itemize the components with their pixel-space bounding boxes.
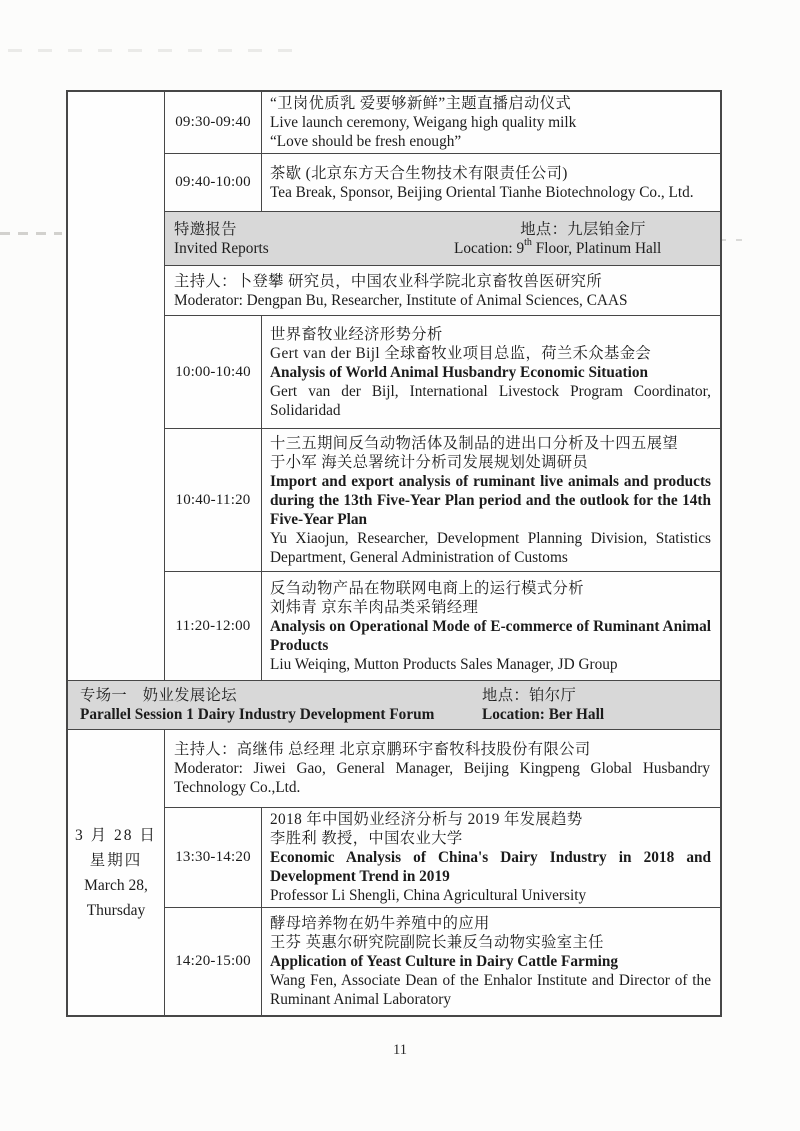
table-group [68, 92, 720, 680]
session-line: 于小军 海关总署统计分析司发展规划处调研员 [270, 453, 589, 471]
session-line: Professor Li Shengli, China Agricultural University [270, 887, 587, 904]
session-content [262, 92, 720, 153]
ordinal-superscript: th [524, 236, 532, 248]
moderator-row [165, 265, 720, 315]
session-content [262, 908, 720, 1015]
date-line: 3 月 28 日 [75, 826, 157, 844]
session-row [165, 571, 720, 680]
banner-title-en: Parallel Session 1 Dairy Industry Development Forum [80, 705, 435, 723]
session-line: Tea Break, Sponsor, Beijing Oriental Tianhe Biotechnology Co., Ltd. [270, 183, 694, 201]
time-cell [165, 154, 262, 211]
session-row [165, 807, 720, 907]
time-range: 09:30-09:40 [175, 114, 251, 130]
moderator-line: 主持人：高继伟 总经理 北京京鹏环宇畜牧科技股份有限公司 [174, 741, 591, 758]
time-range: 10:40-11:20 [175, 491, 251, 508]
location-text: Location: 9 [454, 239, 525, 257]
time-cell [165, 429, 262, 571]
date-cell [68, 730, 165, 1015]
session-line: Import and export analysis of ruminant live animals and products during the 13th Five-Year Plan period and the outlook for the 14th Five-Year Plan [270, 472, 711, 528]
moderator-row [165, 730, 720, 807]
session-line: Live launch ceremony, Weigang high quality milk [270, 114, 577, 131]
session-line: 李胜利 教授，中国农业大学 [270, 830, 463, 847]
session-line: 反刍动物产品在物联网电商上的运行模式分析 [270, 579, 584, 597]
time-range: 13:30-14:20 [175, 849, 251, 865]
session-line: Liu Weiqing, Mutton Products Sales Manager, JD Group [270, 655, 618, 673]
moderator-line: Moderator: Jiwei Gao, General Manager, Beijing Kingpeng Global Husbandry Technology Co.,Ltd. [174, 760, 710, 796]
page-number: 11 [393, 1042, 407, 1058]
session-line: 世界畜牧业经济形势分析 [270, 325, 443, 343]
invited-location-zh: 地点：九层铂金厅 [520, 220, 646, 238]
time-range: 09:40-10:00 [175, 174, 251, 190]
session-row [165, 315, 720, 428]
time-cell [165, 808, 262, 907]
time-range: 11:20-12:00 [175, 617, 251, 634]
scan-artifact [0, 232, 62, 235]
date-cell [68, 92, 165, 680]
session-content [262, 316, 720, 428]
invited-reports-zh: 特邀报告 [174, 220, 237, 238]
rows-column [165, 92, 720, 680]
session-row [165, 92, 720, 153]
session-line: 酵母培养物在奶牛养殖中的应用 [270, 915, 490, 932]
invited-reports-label [174, 220, 454, 258]
parallel-session-banner [68, 680, 720, 730]
location-text: Floor, Platinum Hall [531, 239, 662, 257]
banner-title-zh: 专场一 奶业发展论坛 [80, 686, 237, 704]
time-cell [165, 908, 262, 1015]
table-group [68, 730, 720, 1015]
session-row [165, 153, 720, 211]
date-line: March 28, [84, 876, 148, 894]
moderator-line: 主持人：卜登攀 研究员，中国农业科学院北京畜牧兽医研究所 [174, 272, 603, 290]
moderator-line: Moderator: Dengpan Bu, Researcher, Institute of Animal Sciences, CAAS [174, 291, 628, 309]
session-line: “卫岗优质乳 爱要够新鲜”主题直播启动仪式 [270, 95, 572, 112]
time-range: 14:20-15:00 [175, 953, 251, 969]
schedule-table [66, 90, 722, 1017]
invited-reports-banner [165, 211, 720, 265]
time-range: 10:00-10:40 [175, 363, 251, 380]
session-line: Application of Yeast Culture in Dairy Cattle Farming [270, 953, 618, 970]
invited-location [454, 220, 712, 258]
session-line: Gert van der Bijl, International Livestock Program Coordinator, Solidaridad [270, 382, 711, 419]
session-line: Yu Xiaojun, Researcher, Development Planning Division, Statistics Department, General Administration of Customs [270, 529, 711, 566]
time-cell [165, 572, 262, 680]
session-line: 王芬 英惠尔研究院副院长兼反刍动物实验室主任 [270, 934, 604, 951]
session-line: Analysis on Operational Mode of E-commerce of Ruminant Animal Products [270, 617, 711, 654]
session-line: 茶歇 (北京东方天合生物技术有限责任公司) [270, 164, 568, 182]
session-content [262, 154, 720, 211]
session-content [262, 429, 720, 571]
date-line: Thursday [86, 901, 146, 919]
session-content [262, 808, 720, 907]
time-cell [165, 92, 262, 153]
session-line: 2018 年中国奶业经济分析与 2019 年发展趋势 [270, 811, 583, 828]
session-content [262, 572, 720, 680]
session-line: “Love should be fresh enough” [270, 133, 462, 150]
banner-location-zh: 地点：铂尔厅 [482, 686, 577, 704]
banner-location-en: Location: Ber Hall [482, 705, 605, 723]
banner-left [80, 686, 482, 724]
time-cell [165, 316, 262, 428]
session-line: 刘炜青 京东羊肉品类采销经理 [270, 598, 479, 616]
invited-location-en [454, 236, 712, 258]
invited-reports-en: Invited Reports [174, 239, 269, 257]
session-row [165, 428, 720, 571]
session-line: 十三五期间反刍动物活体及制品的进出口分析及十四五展望 [270, 434, 679, 452]
date-line: 星期四 [89, 851, 143, 869]
scan-artifact [8, 49, 298, 52]
session-row [165, 907, 720, 1015]
session-line: Wang Fen, Associate Dean of the Enhalor Institute and Director of the Ruminant Animal Laboratory [270, 972, 711, 1008]
banner-location [482, 686, 710, 724]
rows-column [165, 730, 720, 1015]
session-line: Analysis of World Animal Husbandry Economic Situation [270, 363, 648, 381]
session-line: Economic Analysis of China's Dairy Industry in 2018 and Development Trend in 2019 [270, 849, 711, 885]
session-line: Gert van der Bijl 全球畜牧业项目总监，荷兰禾众基金会 [270, 344, 652, 362]
